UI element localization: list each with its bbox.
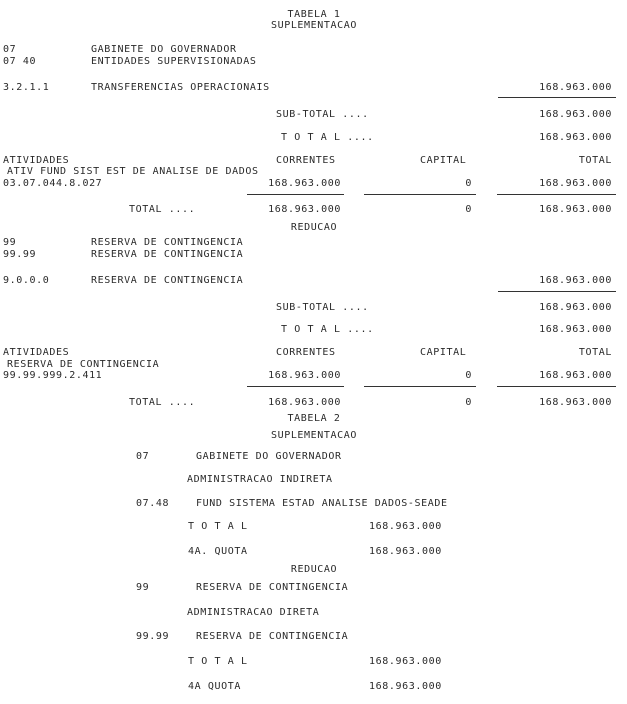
total-row-total: 168.963.000 — [539, 204, 612, 215]
divider — [497, 386, 616, 387]
subtotal-label: SUB-TOTAL .... — [276, 109, 369, 120]
divider — [498, 97, 616, 98]
divider — [247, 194, 344, 195]
col-header-capital: CAPITAL — [420, 347, 467, 358]
org-name: RESERVA DE CONTINGENCIA — [91, 249, 244, 260]
org-code: 99 — [136, 582, 150, 593]
atividade-capital: 0 — [465, 370, 472, 381]
org-name: ENTIDADES SUPERVISIONADAS — [91, 56, 257, 67]
atividade-correntes: 168.963.000 — [268, 178, 341, 189]
org-name: RESERVA DE CONTINGENCIA — [91, 237, 244, 248]
total-label: T O T A L — [188, 656, 248, 667]
item-value: 168.963.000 — [539, 82, 612, 93]
org-code: 99.99 — [3, 249, 37, 260]
atividade-code: 99.99.999.2.411 — [3, 370, 103, 381]
total-label: T O T A L — [188, 521, 248, 532]
quota-label: 4A. QUOTA — [188, 546, 248, 557]
divider — [247, 386, 344, 387]
item-value: 168.963.000 — [539, 275, 612, 286]
divider — [497, 194, 616, 195]
item-code: 3.2.1.1 — [3, 82, 50, 93]
org-name: GABINETE DO GOVERNADOR — [91, 44, 237, 55]
reducao-title: REDUCAO — [290, 564, 338, 575]
administracao-label: ADMINISTRACAO DIRETA — [187, 607, 320, 618]
atividade-name: RESERVA DE CONTINGENCIA — [7, 359, 160, 370]
total-row-label: TOTAL .... — [129, 204, 196, 215]
administracao-label: ADMINISTRACAO INDIRETA — [187, 474, 333, 485]
org-name: GABINETE DO GOVERNADOR — [196, 451, 342, 462]
total-row-total: 168.963.000 — [539, 397, 612, 408]
org-code: 07 40 — [3, 56, 37, 67]
col-header-atividades: ATIVIDADES — [3, 155, 70, 166]
col-header-total: TOTAL — [578, 347, 612, 358]
total-row-label: TOTAL .... — [129, 397, 196, 408]
total-row-correntes: 168.963.000 — [268, 397, 341, 408]
subtotal-label: SUB-TOTAL .... — [276, 302, 369, 313]
total-label: T O T A L .... — [281, 324, 374, 335]
reducao-title: REDUCAO — [290, 222, 338, 233]
divider — [364, 386, 476, 387]
atividade-capital: 0 — [465, 178, 472, 189]
total-row-correntes: 168.963.000 — [268, 204, 341, 215]
tabela1-subtitle: SUPLEMENTACAO — [270, 20, 358, 31]
col-header-capital: CAPITAL — [420, 155, 467, 166]
divider — [498, 291, 616, 292]
atividade-total: 168.963.000 — [539, 370, 612, 381]
tabela2-title: TABELA 2 — [287, 413, 341, 424]
atividade-name: ATIV FUND SIST EST DE ANALISE DE DADOS — [7, 166, 259, 177]
item-code: 9.0.0.0 — [3, 275, 50, 286]
tabela1-title: TABELA 1 — [287, 9, 341, 20]
unit-name: FUND SISTEMA ESTAD ANALISE DADOS-SEADE — [196, 498, 448, 509]
total-value: 168.963.000 — [539, 132, 612, 143]
subtotal-value: 168.963.000 — [539, 302, 612, 313]
unit-name: RESERVA DE CONTINGENCIA — [196, 631, 349, 642]
total-value: 168.963.000 — [369, 521, 442, 532]
col-header-correntes: CORRENTES — [276, 155, 336, 166]
quota-label: 4A QUOTA — [188, 681, 241, 692]
atividade-code: 03.07.044.8.027 — [3, 178, 103, 189]
atividade-correntes: 168.963.000 — [268, 370, 341, 381]
item-name: RESERVA DE CONTINGENCIA — [91, 275, 244, 286]
atividade-total: 168.963.000 — [539, 178, 612, 189]
total-row-capital: 0 — [465, 204, 472, 215]
total-label: T O T A L .... — [281, 132, 374, 143]
item-name: TRANSFERENCIAS OPERACIONAIS — [91, 82, 270, 93]
divider — [364, 194, 476, 195]
tabela2-subtitle: SUPLEMENTACAO — [270, 430, 358, 441]
col-header-total: TOTAL — [578, 155, 612, 166]
total-value: 168.963.000 — [369, 656, 442, 667]
subtotal-value: 168.963.000 — [539, 109, 612, 120]
org-code: 07 — [3, 44, 17, 55]
quota-value: 168.963.000 — [369, 546, 442, 557]
org-code: 07 — [136, 451, 150, 462]
unit-code: 99.99 — [136, 631, 170, 642]
unit-code: 07.48 — [136, 498, 170, 509]
quota-value: 168.963.000 — [369, 681, 442, 692]
col-header-correntes: CORRENTES — [276, 347, 336, 358]
org-name: RESERVA DE CONTINGENCIA — [196, 582, 349, 593]
col-header-atividades: ATIVIDADES — [3, 347, 70, 358]
total-value: 168.963.000 — [539, 324, 612, 335]
total-row-capital: 0 — [465, 397, 472, 408]
org-code: 99 — [3, 237, 17, 248]
